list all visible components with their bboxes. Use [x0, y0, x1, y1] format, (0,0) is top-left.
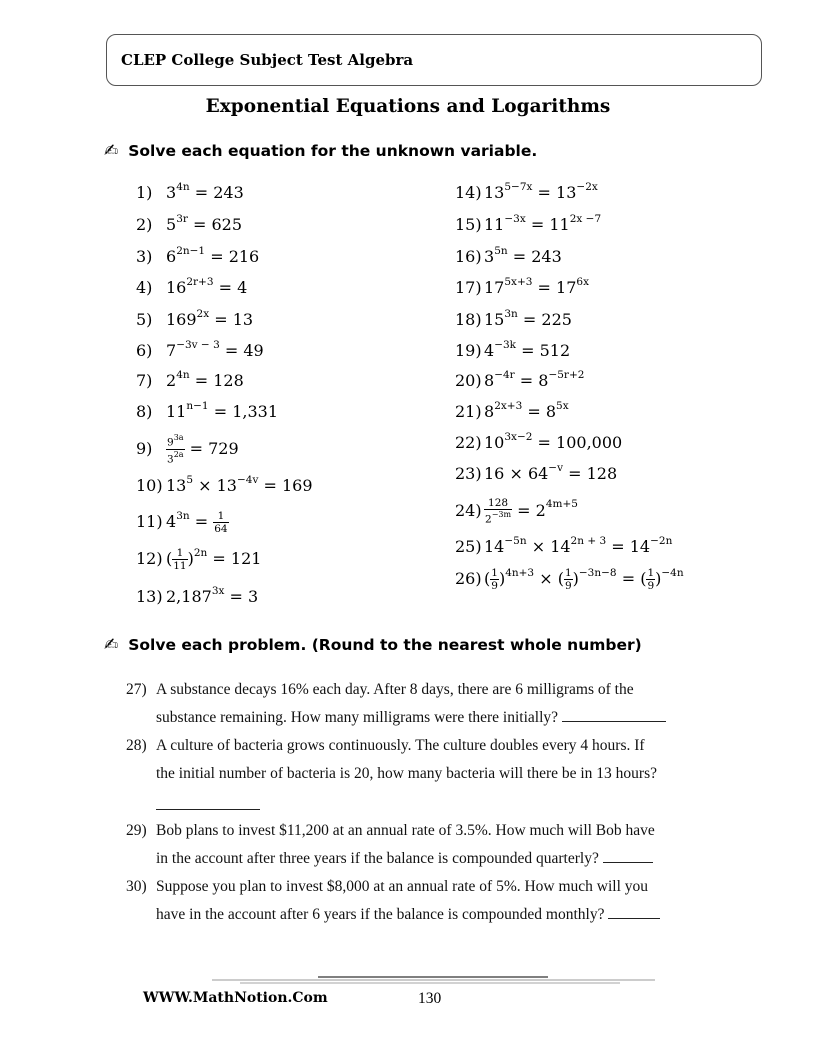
equation-number: 6): [136, 341, 153, 361]
equation-number: 13): [136, 587, 163, 607]
header-title: CLEP College Subject Test Algebra: [121, 51, 414, 69]
equation-number: 19): [455, 341, 482, 361]
equation-expression: $3^{5n} = 243$: [484, 245, 562, 267]
equation-expression: $8^{2x+3} = 8^{5x}$: [484, 400, 569, 422]
equation-expression: $10^{3x-2} = 100,000$: [484, 431, 623, 453]
equation-number: 3): [136, 247, 153, 267]
equation-expression: $13^5 \times 13^{-4v} = 169$: [166, 474, 313, 496]
equation-expression: $13^{5-7x} = 13^{-2x}$: [484, 181, 598, 203]
problem-27: 27) A substance decays 16% each day. After 8 days, there are 6 milligrams of the substance remaining. How many milligrams were there initially?: [126, 676, 726, 732]
page-title: Exponential Equations and Logarithms: [205, 96, 611, 117]
equation-expression: $\frac{9^{3a}}{3^{2a}}$ = 729: [167, 433, 239, 465]
equation-number: 24): [455, 500, 482, 520]
equation-expression: $11^{n-1} = 1,331$: [166, 400, 278, 422]
equation-number: 10): [136, 476, 163, 496]
equation-expression: $11^{-3x} = 11^{2x -7}$: [484, 213, 602, 235]
equation-number: 26): [455, 569, 482, 588]
equation-expression: $8^{-4r} = 8^{-5r+2}$: [484, 369, 585, 391]
equation-expression: $16^{2r+3} = 4$: [166, 276, 248, 298]
equation-number: 17): [455, 278, 482, 298]
equation-number: 2): [136, 215, 153, 235]
equation-number: 8): [136, 402, 153, 422]
footer-url: WWW.MathNotion.Com: [143, 990, 328, 1006]
pencil-icon: ✍: [104, 141, 119, 161]
equation-number: 5): [136, 310, 153, 330]
equation-number: 12): [136, 549, 163, 568]
equation-number: 7): [136, 371, 153, 391]
equation-expression: $\frac{128}{2^{-3m}}$ = $2^{4m+5}$: [485, 497, 578, 526]
equation-expression: ( $\frac{1}{9}$ )$^{4n+3}$ × ( $\frac{1}{9}$ )$^{-3n-8}$ = ( $\frac{1}{9}$ )$^{-4n}$: [484, 566, 684, 592]
equation-expression: ( $\frac{1}{11}$ )$^{2n}$ = 121: [166, 546, 262, 572]
instruction-text: Solve each problem. (Round to the nearest whole number): [128, 636, 642, 654]
problem-30: 30) Suppose you plan to invest $8,000 at an annual rate of 5%. How much will you have in the account after 6 years if the balance is compounded monthly?: [126, 873, 726, 929]
equation-number: 25): [455, 537, 482, 557]
pencil-icon: ✍: [104, 635, 119, 655]
instruction-text: Solve each equation for the unknown variable.: [128, 142, 538, 160]
equation-expression: $6^{2n-1} = 216$: [166, 245, 260, 267]
equation-expression: $15^{3n} = 225$: [484, 308, 572, 330]
equation-expression: $5^{3r} = 625$: [166, 213, 243, 235]
equation-number: 4): [136, 278, 153, 298]
equation-number: 21): [455, 402, 482, 422]
equation-number: 1): [136, 183, 153, 203]
equation-number: 18): [455, 310, 482, 330]
equation-expression: $4^{3n}$ = $\frac{1}{64}$: [166, 509, 228, 535]
problem-28: 28) A culture of bacteria grows continuously. The culture doubles every 4 hours. If the initial number of bacteria is 20, how many bacteria will there be in 13 hours?: [126, 732, 726, 820]
equation-expression: $7^{-3v - 3} = 49$: [166, 339, 264, 361]
equation-number: 22): [455, 433, 482, 453]
equation-number: 16): [455, 247, 482, 267]
equation-number: 23): [455, 464, 482, 484]
equation-expression: $3^{4n} = 243$: [166, 181, 244, 203]
equation-number: 20): [455, 371, 482, 391]
equation-number: 15): [455, 215, 482, 235]
page-number: 130: [418, 990, 442, 1007]
equation-expression: $2^{4n} = 128$: [166, 369, 244, 391]
equation-expression: $169^{2x} = 13$: [166, 308, 254, 330]
equation-expression: $4^{-3k} = 512$: [484, 339, 571, 361]
equation-expression: $16 \times 64^{-v} = 128$: [484, 462, 618, 484]
equation-number: 11): [136, 512, 163, 531]
equation-number: 14): [455, 183, 482, 203]
equation-expression: $2,187^{3x} = 3$: [166, 585, 259, 607]
equation-number: 9): [136, 438, 153, 458]
problem-29: 29) Bob plans to invest $11,200 at an annual rate of 3.5%. How much will Bob have in the account after three years if the balance is compounded quarterly?: [126, 822, 655, 867]
equation-expression: $14^{-5n} \times 14^{2n + 3} = 14^{-2n}$: [484, 535, 673, 557]
equation-expression: $17^{5x+3} = 17^{6x}$: [484, 276, 589, 298]
